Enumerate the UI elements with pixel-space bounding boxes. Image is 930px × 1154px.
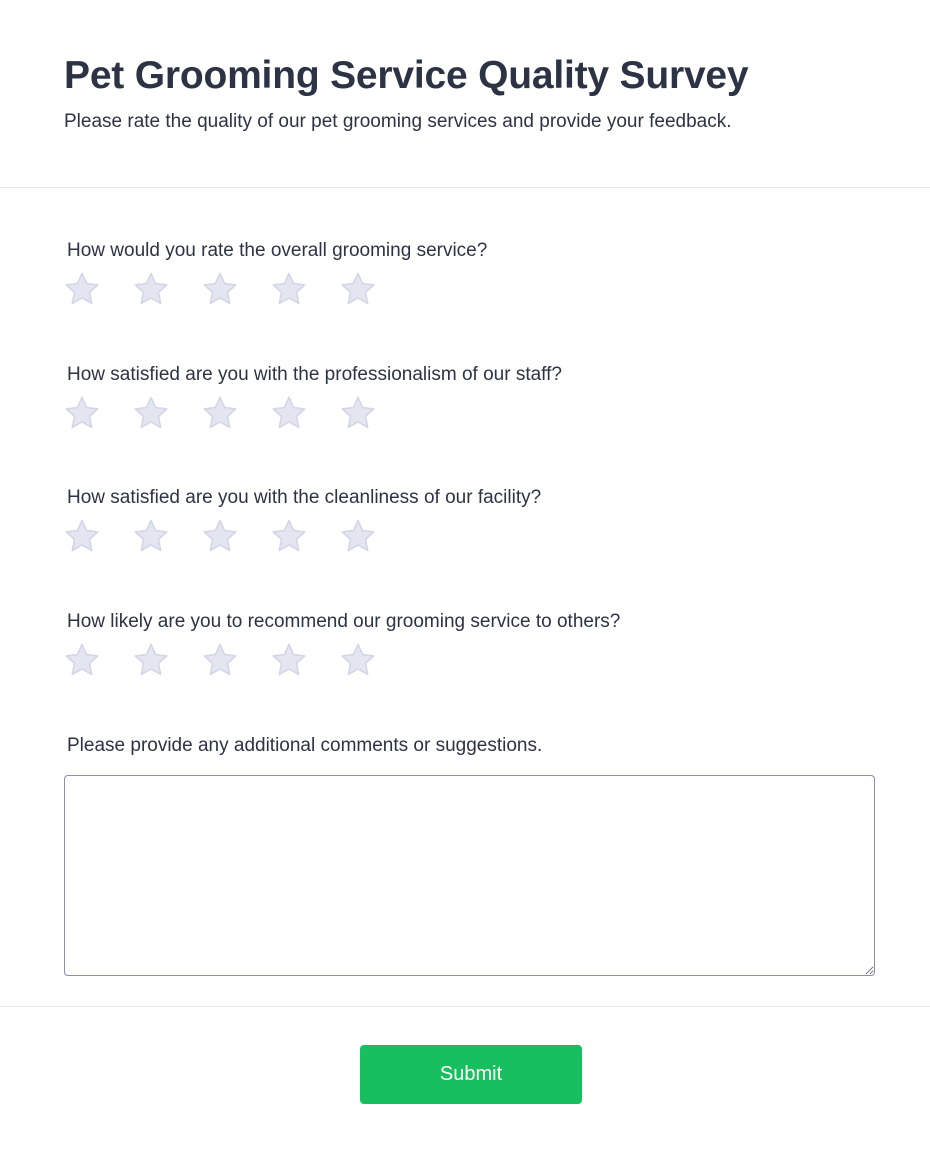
star-icon[interactable]	[62, 517, 102, 557]
star-icon[interactable]	[338, 517, 378, 557]
page-subtitle: Please rate the quality of our pet grooming services and provide your feedback.	[64, 111, 732, 132]
star-icon[interactable]	[131, 270, 171, 310]
star-icon[interactable]	[338, 641, 378, 681]
star-icon[interactable]	[338, 270, 378, 310]
star-icon[interactable]	[62, 394, 102, 434]
star-icon[interactable]	[62, 270, 102, 310]
star-icon[interactable]	[269, 641, 309, 681]
footer-divider	[0, 1006, 930, 1007]
star-icon[interactable]	[131, 517, 171, 557]
comments-textarea[interactable]	[64, 775, 875, 976]
question-label: How would you rate the overall grooming service?	[67, 240, 488, 261]
star-icon[interactable]	[269, 394, 309, 434]
star-icon[interactable]	[131, 641, 171, 681]
star-icon[interactable]	[338, 394, 378, 434]
star-icon[interactable]	[200, 517, 240, 557]
question-staff-professionalism	[67, 364, 887, 386]
question-facility-cleanliness	[67, 487, 887, 509]
star-icon[interactable]	[200, 270, 240, 310]
star-icon[interactable]	[200, 394, 240, 434]
comments-label: Please provide any additional comments or suggestions.	[67, 735, 543, 756]
question-overall-service	[67, 240, 887, 262]
star-icon[interactable]	[200, 641, 240, 681]
star-icon[interactable]	[131, 394, 171, 434]
question-label: How satisfied are you with the professionalism of our staff?	[67, 364, 562, 385]
star-icon[interactable]	[62, 641, 102, 681]
star-icon[interactable]	[269, 517, 309, 557]
question-recommend-likelihood	[67, 611, 887, 633]
star-icon[interactable]	[269, 270, 309, 310]
page-title: Pet Grooming Service Quality Survey	[64, 54, 749, 97]
submit-button[interactable]: Submit	[360, 1045, 582, 1104]
question-label: How likely are you to recommend our grooming service to others?	[67, 611, 621, 632]
question-label: How satisfied are you with the cleanliness of our facility?	[67, 487, 542, 508]
form-header	[0, 0, 930, 188]
